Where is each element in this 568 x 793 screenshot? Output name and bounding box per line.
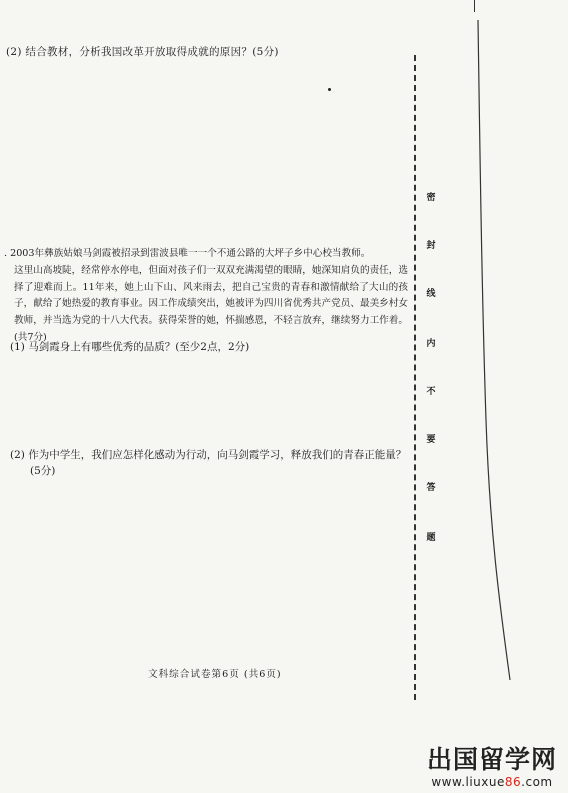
watermark-url xyxy=(422,775,562,789)
seal-line-text xyxy=(424,190,438,550)
passage-ma-jianxia xyxy=(4,246,408,347)
sub-question-2 xyxy=(10,447,410,479)
page-footer: 文科综合试卷第6页 (共6页) xyxy=(148,669,282,680)
binding-dashed-line xyxy=(414,55,416,700)
binding-curve-line xyxy=(440,0,520,700)
site-watermark xyxy=(422,745,562,789)
watermark-url-prefix: www.liuxue xyxy=(431,775,505,789)
ink-dot xyxy=(328,88,331,91)
seal-char: 线 xyxy=(426,289,436,299)
watermark-url-number: 86 xyxy=(504,775,522,789)
watermark-url-suffix: .com xyxy=(521,775,553,789)
seal-char: 题 xyxy=(426,533,436,543)
seal-char: 答 xyxy=(426,483,436,493)
seal-char: 不 xyxy=(426,387,436,397)
passage-body: 这里山高坡陡，经常停水停电，但面对孩子们一双双充满渴望的眼睛，她深知肩负的责任，选择了迎难而上。11年来，她上山下山、风来雨去，把自己宝贵的青春和激情献给了大山的孩子，献给了她热爱的教育事业。因工作成绩突出，她被评为四川省优秀共产党员、最美乡村女教师，并当选为党的十八大代表。获得荣誉的她，怀揣感恩，不轻言放弃，继续努力工作着。(共7分) xyxy=(14,264,408,343)
sub-question-1: (1) 马剑霞身上有哪些优秀的品质？(至少2点，2分) xyxy=(10,341,250,353)
seal-char: 密 xyxy=(426,193,436,203)
sub-question-2-text: (2) 作为中学生，我们应怎样化感动为行动，向马剑霞学习，释放我们的青春正能量？ xyxy=(10,449,407,461)
passage-first-line: . 2003年彝族姑娘马剑霞被招录到雷波县唯一一个不通公路的大坪子乡中心校当教师。 xyxy=(4,248,371,259)
watermark-title: 出国留学网 xyxy=(426,745,557,774)
seal-char: 内 xyxy=(426,339,436,349)
sub-question-2-score: (5分) xyxy=(30,465,56,477)
seal-char: 要 xyxy=(426,435,436,445)
question-2-reform-text: (2) 结合教材，分析我国改革开放取得成就的原因？(5分) xyxy=(6,46,279,58)
seal-char: 封 xyxy=(426,241,436,251)
top-tick-mark xyxy=(474,0,475,12)
